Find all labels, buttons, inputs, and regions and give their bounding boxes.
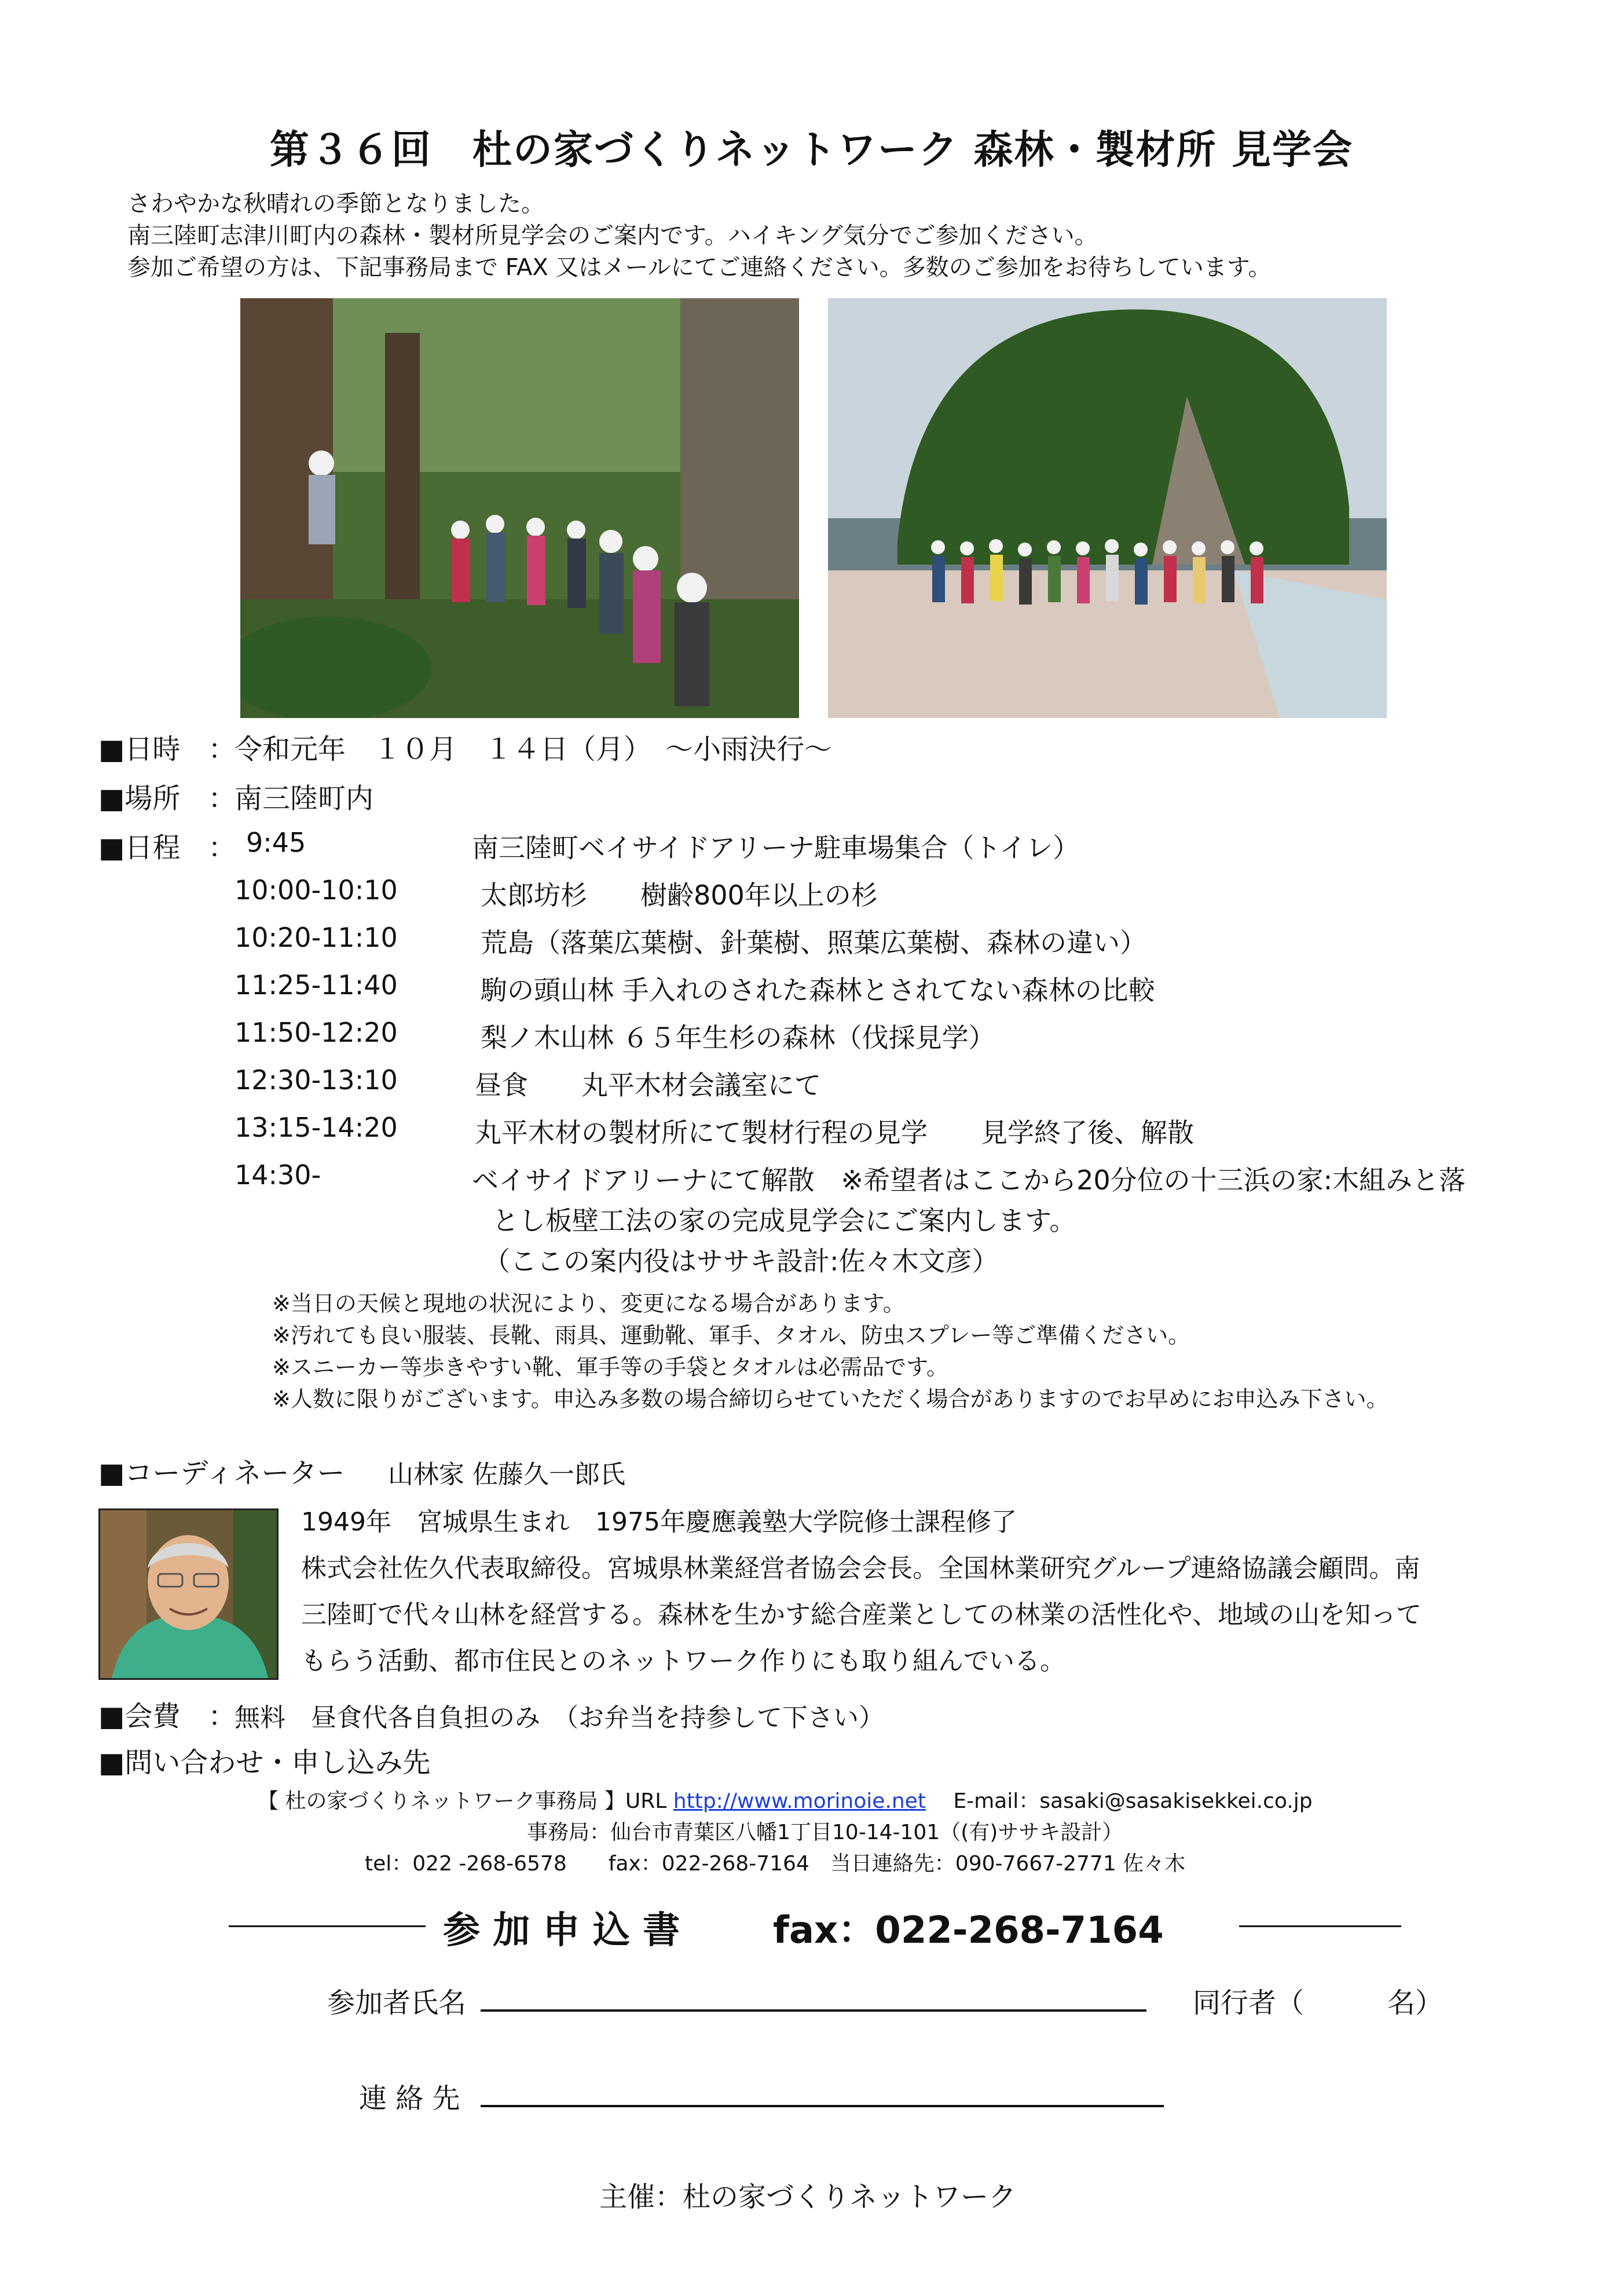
- date-value: 令和元年 １０月 １４日（月） ～小雨決行～: [235, 733, 833, 766]
- inquiry-address: 事務局：仙台市青葉区八幡1丁目10-14-101（(有)ササキ設計）: [527, 1821, 1123, 1844]
- schedule-desc-continued: とし板壁工法の家の完成見学会にご案内します。: [492, 1205, 1076, 1236]
- place-value: 南三陸町内: [235, 782, 374, 815]
- note-item: ※スニーカー等歩きやすい靴、軍手等の手袋とタオルは必需品です。: [272, 1354, 949, 1380]
- note-item: ※当日の天候と現地の状況により、変更になる場合があります。: [272, 1291, 905, 1316]
- inquiry-line-1: [258, 1785, 1313, 1814]
- coordinator-name: 山林家 佐藤久一郎氏: [388, 1460, 625, 1489]
- form-title-rule-left: [229, 1925, 426, 1927]
- coordinator-label: ■コーディネーター: [98, 1457, 345, 1489]
- organizer: 主催：杜の家づくりネットワーク: [599, 2181, 1017, 2213]
- coordinator-bio-line: 株式会社佐久代表取締役。宮城県林業経営者協会会長。全国林業研究グループ連絡協議会顧問。南: [301, 1554, 1420, 1583]
- schedule-time: 12:30-13:10: [235, 1064, 398, 1096]
- contact-field[interactable]: [481, 2105, 1164, 2107]
- schedule-guide-note: （ここの案内役はササキ設計:佐々木文彦）: [483, 1246, 999, 1277]
- schedule-desc: 昼食 丸平木材会議室にて: [475, 1070, 821, 1101]
- participant-name-label: 参加者氏名: [327, 1987, 467, 2019]
- fee-label: ■会費 ：: [98, 1700, 236, 1733]
- fee-value: 無料 昼食代各自負担のみ （お弁当を持参して下さい）: [235, 1703, 884, 1733]
- schedule-desc: 駒の頭山林 手入れのされた森林とされてない森林の比較: [481, 975, 1155, 1006]
- page-title: 第３６回 杜の家づくりネットワーク 森林・製材所 見学会: [269, 127, 1354, 173]
- form-fax: fax：022-268-7164: [773, 1909, 1164, 1952]
- schedule-label: ■日程 ：: [98, 832, 236, 864]
- schedule-time: 11:50-12:20: [235, 1017, 398, 1048]
- intro-line-3: 参加ご希望の方は、下記事務局まで FAX 又はメールにてご連絡ください。多数のご参加をお待ちしています。: [127, 254, 1272, 281]
- schedule-desc: 太郎坊杉 樹齢800年以上の杉: [481, 880, 878, 911]
- schedule-time: 10:20-11:10: [235, 922, 398, 953]
- coordinator-bio-line: 三陸町で代々山林を経営する。森林を生かす総合産業としての林業の活性化や、地域の山を知って: [301, 1600, 1422, 1629]
- inquiry-phone: tel：022 -268-6578 fax：022-268-7164 当日連絡先：090-7667-2771 佐々木: [365, 1852, 1186, 1876]
- intro-line-2: 南三陸町志津川町内の森林・製材所見学会のご案内です。ハイキング気分でご参加ください。: [127, 222, 1098, 249]
- schedule-desc: 丸平木材の製材所にて製材行程の見学 見学終了後、解散: [475, 1117, 1194, 1148]
- date-label: ■日時 ：: [98, 733, 236, 766]
- note-item: ※人数に限りがございます。申込み多数の場合締切らせていただく場合がありますのでお早めにお申込み下さい。: [272, 1386, 1388, 1412]
- contact-label: 連 絡 先: [359, 2082, 460, 2115]
- form-title-rule-right: [1239, 1925, 1401, 1927]
- schedule-time: 9:45: [246, 827, 306, 858]
- schedule-desc: 南三陸町ベイサイドアリーナ駐車場集合（トイレ）: [472, 832, 1080, 863]
- coordinator-portrait: [98, 1508, 279, 1680]
- schedule-time: 10:00-10:10: [235, 874, 398, 906]
- schedule-time: 14:30-: [235, 1159, 321, 1191]
- schedule-desc: 荒島（落葉広葉樹、針葉樹、照葉広葉樹、森林の違い）: [481, 927, 1146, 958]
- schedule-time: 11:25-11:40: [235, 969, 398, 1001]
- note-item: ※汚れても良い服装、長靴、雨具、運動靴、軍手、タオル、防虫スプレー等ご準備ください。: [272, 1323, 1190, 1348]
- schedule-time: 13:15-14:20: [235, 1112, 398, 1143]
- website-link[interactable]: http://www.morinoie.net: [673, 1789, 926, 1813]
- companion-count: 同行者（ 名）: [1193, 1987, 1444, 2019]
- inquiry-label: ■問い合わせ・申し込み先: [98, 1746, 431, 1779]
- office-name: 【 杜の家づくりネットワーク事務局 】URL: [258, 1789, 673, 1813]
- island-group-photo: [828, 298, 1387, 718]
- participant-name-field[interactable]: [481, 2009, 1146, 2012]
- coordinator-bio-line: 1949年 宮城県生まれ 1975年慶應義塾大学院修士課程修了: [301, 1507, 1017, 1537]
- schedule-desc: ベイサイドアリーナにて解散 ※希望者はここから20分位の十三浜の家:木組みと落: [472, 1165, 1466, 1196]
- schedule-desc: 梨ノ木山林 ６５年生杉の森林（伐採見学）: [481, 1022, 995, 1053]
- coordinator-bio-line: もらう活動、都市住民とのネットワーク作りにも取り組んでいる。: [301, 1646, 1065, 1676]
- forest-group-photo: [240, 298, 799, 718]
- email-text: E-mail：sasaki@sasakisekkei.co.jp: [925, 1789, 1313, 1813]
- place-label: ■場所 ：: [98, 782, 236, 815]
- intro-line-1: さわやかな秋晴れの季節となりました。: [127, 191, 544, 217]
- form-title: 参 加 申 込 書: [443, 1909, 680, 1952]
